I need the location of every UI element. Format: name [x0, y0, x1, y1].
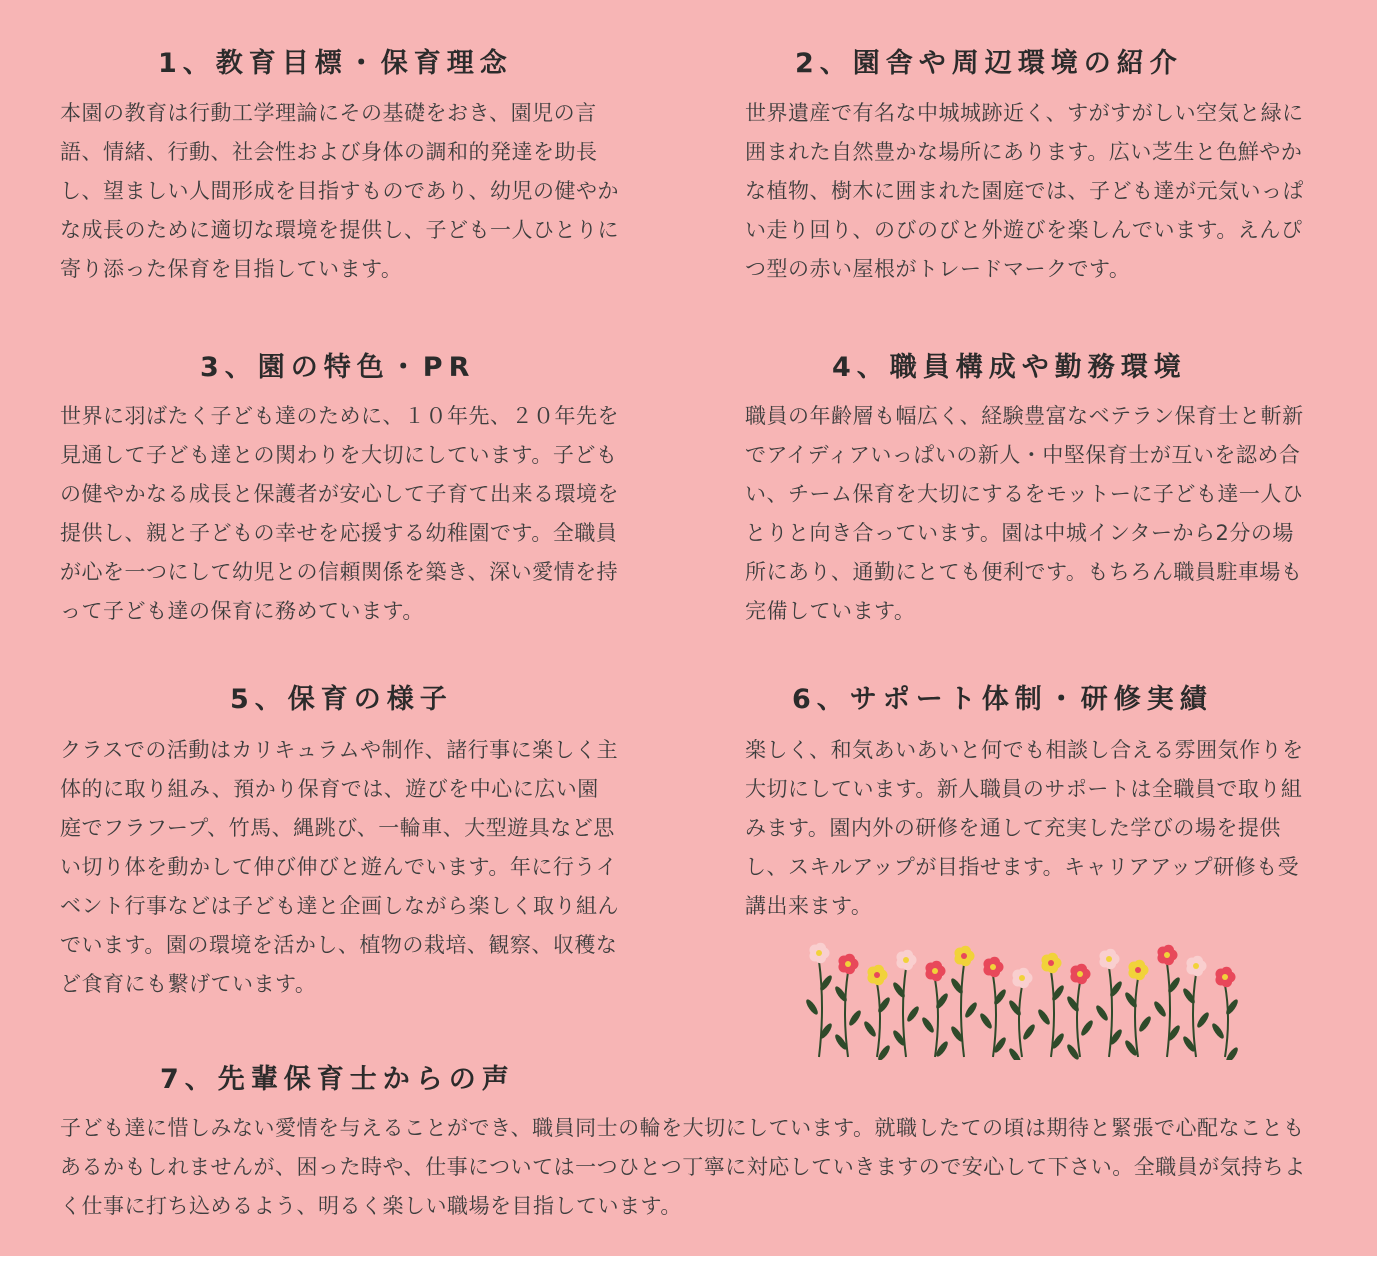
flower-icon [1123, 960, 1153, 1057]
flower-icon [978, 957, 1008, 1057]
section-title: 7、先輩保育士からの声 [160, 1064, 515, 1095]
flower-icon [1065, 964, 1095, 1060]
flower-icon [949, 946, 979, 1057]
flower-icon [920, 961, 950, 1058]
section-title: 3、園の特色・PR [200, 352, 476, 383]
section-body: 世界に羽ばたく子ども達のために、１０年先、２０年先を見通して子ども達との関わりを大切にしています。子どもの健やかなる成長と保護者が安心して子育て出来る環境を提供し、親と子どもの幸せを応援する幼稚園です。全職員が心を一つにして幼児との信頼関係を築き、深い愛情を持って子ども達の保育に務めています。 [60, 404, 619, 623]
section-body: クラスでの活動はカリキュラムや制作、諸行事に楽しく主体的に取り組み、預かり保育では、遊びを中心に広い園庭でフラフープ、竹馬、縄跳び、一輪車、大型遊具など思い切り体を動かして伸び伸びと遊んでいます。年に行うイベント行事などは子ども達と企画しながら楽しく取り組んでいます。園の環境を活かし、植物の栽培、観察、収穫など食育にも繋げています。 [60, 738, 619, 996]
flower-icon [1036, 953, 1066, 1057]
section-body: 子ども達に惜しみない愛情を与えることができ、職員同士の輪を大切にしています。就職したての頃は期待と緊張で心配なこともあるかもしれませんが、困った時や、仕事については一つひとつ丁寧に対応していきますので安心して下さい。全職員が気持ちよく仕事に打ち込めるよう、明るく楽しい職場を目指しています。 [60, 1116, 1306, 1218]
section-body: 世界遺産で有名な中城城跡近く、すがすがしい空気と緑に囲まれた自然豊かな場所にあります。広い芝生と色鮮やかな植物、樹木に囲まれた園庭では、子ども達が元気いっぱい走り回り、のびのびと外遊びを楽しんでいます。えんぴつ型の赤い屋根がトレードマークです。 [745, 101, 1304, 281]
flower-icon [1094, 949, 1124, 1057]
section-title: 2、園舎や周辺環境の紹介 [795, 48, 1183, 79]
flower-icon [1210, 967, 1240, 1060]
flower-row-icon [805, 935, 1245, 1060]
flower-icon [891, 950, 921, 1057]
flower-icon [805, 943, 834, 1057]
section-body: 本園の教育は行動工学理論にその基礎をおき、園児の言語、情緒、行動、社会性および身体の調和的発達を助長し、望ましい人間形成を目指すものであり、幼児の健やかな成長のために適切な環境を提供し、子ども一人ひとりに寄り添った保育を目指しています。 [60, 101, 619, 281]
flower-icon [1007, 968, 1037, 1060]
section-title: 5、保育の様子 [230, 684, 453, 715]
section-title: 6、サポート体制・研修実績 [792, 684, 1213, 715]
flower-icon [1152, 945, 1182, 1057]
section-title: 4、職員構成や勤務環境 [832, 352, 1187, 383]
section-body: 職員の年齢層も幅広く、経験豊富なベテラン保育士と斬新でアイディアいっぱいの新人・中堅保育士が互いを認め合い、チーム保育を大切にするをモットーに子ども達一人ひとりと向き合っています。園は中城インターから2分の場所にあり、通勤にとても便利です。もちろん職員駐車場も完備しています。 [745, 404, 1304, 623]
flower-icon [833, 954, 863, 1057]
flower-icon [862, 965, 892, 1060]
section-title: 1、教育目標・保育理念 [158, 48, 513, 79]
flower-icon [1181, 956, 1211, 1057]
section-body: 楽しく、和気あいあいと何でも相談し合える雰囲気作りを大切にしています。新人職員のサポートは全職員で取り組みます。園内外の研修を通して充実した学びの場を提供し、スキルアップが目指せます。キャリアアップ研修も受講出来ます。 [745, 738, 1304, 918]
